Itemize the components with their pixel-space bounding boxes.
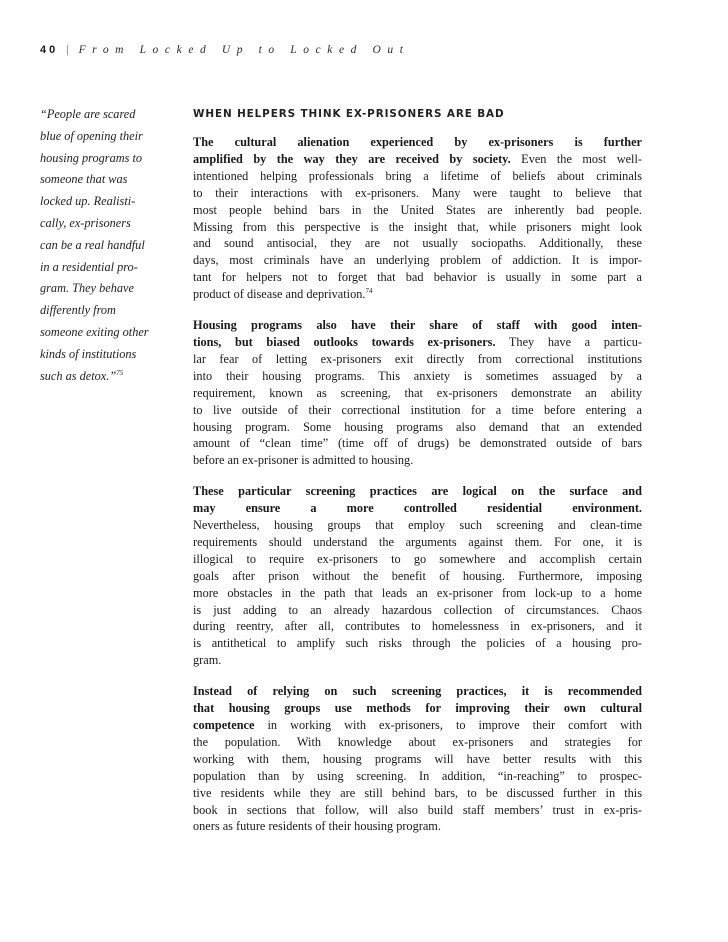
body-text: to their interactions with ex-prisoners. Many were taught to believe that <box>193 185 642 200</box>
body-text: Nevertheless, housing groups that employ such screening and clean-time <box>193 518 642 533</box>
body-text: gram. <box>193 653 222 668</box>
body-text: requirement, known as screening, that ex-prisoners demonstrate an ability <box>193 385 642 400</box>
paragraph-line <box>193 134 642 151</box>
page-number: 40 <box>40 44 59 56</box>
running-head-divider: | <box>66 44 69 56</box>
pull-quote-line: someone that was <box>40 172 128 187</box>
paragraph-line <box>193 351 642 368</box>
paragraph-line <box>193 252 642 269</box>
body-text: and sound antisocial, they are not usually sociopaths. Additionally, these <box>193 236 642 251</box>
running-head <box>40 44 410 56</box>
paragraph-line <box>193 483 642 500</box>
body-text: product of disease and deprivation. <box>193 287 366 302</box>
body-text: Even the most well- <box>510 151 642 166</box>
paragraph-line <box>193 286 642 303</box>
pull-quote-line: locked up. Realisti- <box>40 194 136 209</box>
paragraph-line <box>193 500 642 517</box>
paragraph-line <box>193 219 642 236</box>
body-text: more obstacles in the path that leads an ex-prisoner from lock-up to a home <box>193 585 642 600</box>
lead-sentence: tions, but biased outlooks towards ex-prisoners. <box>193 334 496 349</box>
pull-quote-line <box>40 366 168 388</box>
paragraph-line <box>193 517 642 534</box>
lead-sentence: competence <box>193 718 255 732</box>
paragraph-line <box>193 568 642 585</box>
footnote-ref-74: 74 <box>365 287 373 296</box>
body-text: tant for helpers not to forget that bad behavior is usually in some part a <box>193 270 642 285</box>
body-text: days, most criminals have an underlying problem of addiction. It is impor- <box>193 253 642 268</box>
pull-quote-line: kinds of institutions <box>40 346 137 361</box>
paragraph-line <box>193 317 642 334</box>
lead-sentence: Housing programs also have their share of staff with good inten- <box>193 318 642 333</box>
pull-quote-line: in a residential pro- <box>40 259 138 274</box>
body-text: housing program. Some housing programs also demand that an extended <box>193 419 642 434</box>
body-paragraph <box>193 134 642 303</box>
body-text: requirements should understand the arguments against them. For one, it is <box>193 534 642 549</box>
body-text: goals after prison without the benefit of housing. Furthermore, imposing <box>193 568 642 583</box>
paragraph-line <box>193 717 642 734</box>
paragraph-line <box>193 635 642 652</box>
body-text: book in sections that follow, will also build staff members’ trust in ex-pris- <box>193 802 642 817</box>
main-column <box>193 106 642 849</box>
paragraph-line <box>193 585 642 602</box>
pull-quote-line: someone exiting other <box>40 324 149 339</box>
body-text: population than by using screening. In addition, “in-reaching” to prospec- <box>193 768 642 783</box>
body-paragraph <box>193 317 642 469</box>
paragraph-line <box>193 385 642 402</box>
pull-quote-line: gram. They behave <box>40 281 134 296</box>
paragraph-line <box>193 452 642 469</box>
pull-quote-line: differently from <box>40 303 116 318</box>
paragraph-line <box>193 768 642 785</box>
paragraph-line <box>193 683 642 700</box>
body-text: intentioned helping professionals bring a lifetime of beliefs about criminals <box>193 168 642 183</box>
paragraph-line <box>193 785 642 802</box>
lead-sentence: Instead of relying on such screening practices, it is recommended <box>193 684 642 699</box>
body-text: the population. With knowledge about ex-prisoners and strategies for <box>193 734 642 749</box>
lead-sentence: amplified by the way they are received by society. <box>193 151 511 166</box>
pull-quote <box>40 104 168 387</box>
paragraph-line <box>193 551 642 568</box>
body-text: They have a particu- <box>495 334 642 349</box>
body-text: is antithetical to amplify such risks through the policies of a housing pro- <box>193 636 642 651</box>
paragraph-line <box>193 419 642 436</box>
pull-quote-line: cally, ex-prisoners <box>40 215 131 230</box>
section-heading: WHEN HELPERS THINK EX-PRISONERS ARE BAD <box>193 108 505 120</box>
paragraph-line <box>193 235 642 252</box>
pull-quote-line: housing programs to <box>40 150 143 165</box>
paragraph-line <box>193 168 642 185</box>
lead-sentence: The cultural alienation experienced by ex-prisoners is further <box>193 135 642 149</box>
body-text: into their housing programs. This anxiety is sometimes assuaged by a <box>193 368 642 383</box>
body-text: is just adding to an already hazardous collection of circumstances. Chaos <box>193 602 642 617</box>
body-paragraph <box>193 683 642 835</box>
paragraph-line <box>193 151 642 168</box>
body-text: in working with ex-prisoners, to improve their comfort with <box>254 718 642 732</box>
body-text: to live outside of their correctional institution for a time before entering a <box>193 402 642 417</box>
body-text: lar fear of letting ex-prisoners exit directly from correctional institutions <box>193 351 642 366</box>
paragraph-line <box>193 700 642 717</box>
paragraph-line <box>193 435 642 452</box>
paragraph-line <box>193 802 642 819</box>
book-title: From Locked Up to Locked Out <box>78 44 410 56</box>
paragraph-line <box>193 368 642 385</box>
body-paragraph <box>193 483 642 669</box>
pull-quote-last-text: such as detox.” <box>40 368 117 383</box>
paragraph-line <box>193 818 642 835</box>
body-text: working with them, housing programs will have better results with this <box>193 751 642 766</box>
body-text: illogical to require ex-prisoners to go somewhere and accomplish certain <box>193 551 642 566</box>
paragraph-line <box>193 269 642 286</box>
body-text: most people behind bars in the United States are inherently bad people. <box>193 202 642 217</box>
paragraph-line <box>193 618 642 635</box>
paragraph-line <box>193 734 642 751</box>
body-text: Missing from this perspective is the insight that, while prisoners might look <box>193 219 642 234</box>
pull-quote-line: “People are scared <box>40 107 136 121</box>
pull-quote-line: blue of opening their <box>40 128 143 143</box>
paragraph-line <box>193 402 642 419</box>
lead-sentence: that housing groups use methods for improving their own cultural <box>193 701 642 716</box>
lead-sentence: may ensure a more controlled residential environment. <box>193 501 642 516</box>
lead-sentence: These particular screening practices are logical on the surface and <box>193 484 642 499</box>
footnote-ref-75: 75 <box>116 368 124 377</box>
paragraph-line <box>193 185 642 202</box>
body-text: tive residents while they are still behind bars, to be discussed further in this <box>193 785 642 800</box>
paragraph-line <box>193 534 642 551</box>
paragraph-line <box>193 652 642 669</box>
paragraphs <box>193 134 642 835</box>
body-text: during reentry, after all, contributes to homelessness in ex-prisoners, and it <box>193 619 642 634</box>
paragraph-line <box>193 202 642 219</box>
pull-quote-line: can be a real handful <box>40 237 145 252</box>
body-text: before an ex-prisoner is admitted to housing. <box>193 453 414 468</box>
paragraph-line <box>193 751 642 768</box>
body-text: amount of “clean time” (time off of drugs) be demonstrated outside of bars <box>193 436 642 451</box>
body-text: oners as future residents of their housing program. <box>193 819 441 834</box>
paragraph-line <box>193 602 642 619</box>
paragraph-line <box>193 334 642 351</box>
